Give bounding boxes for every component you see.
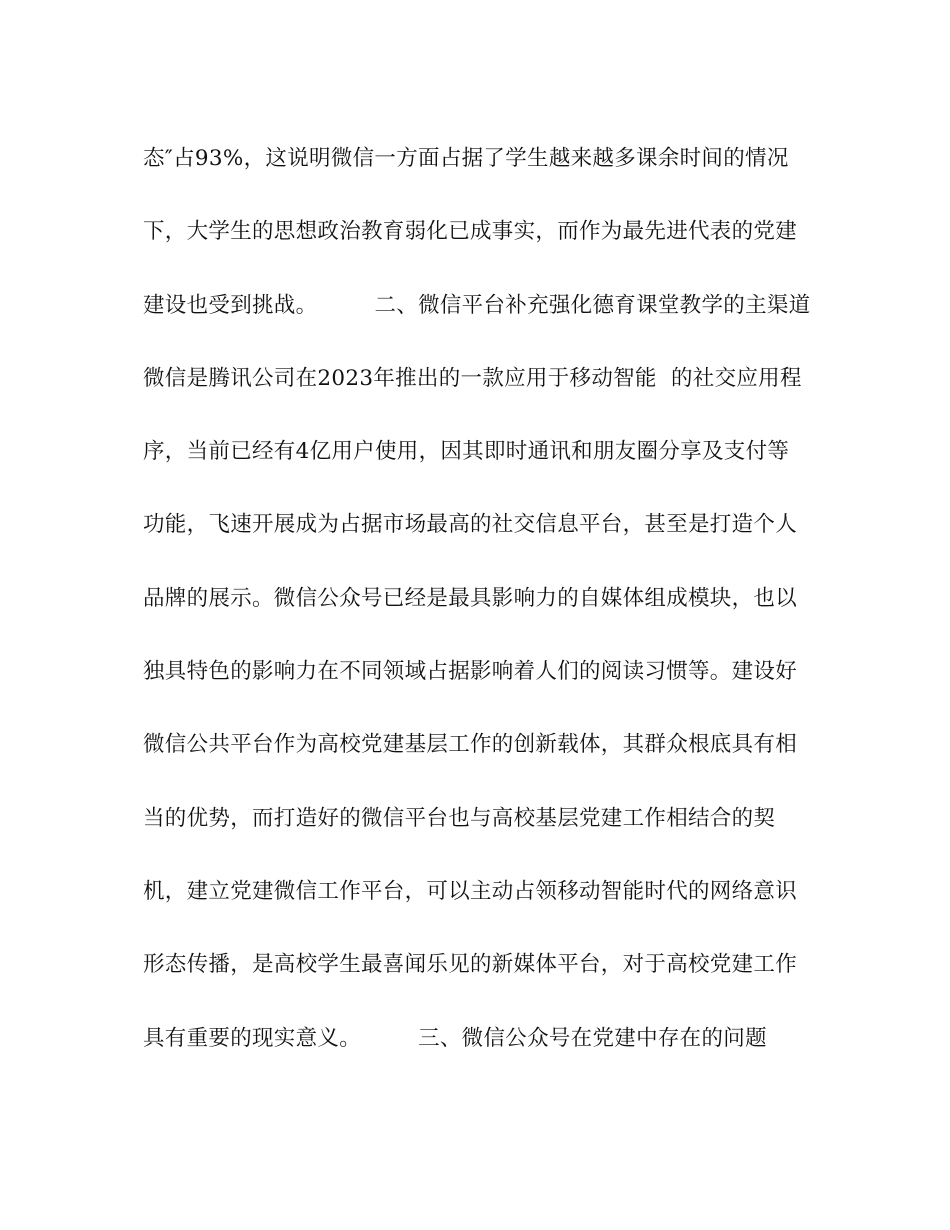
text-line: 下，大学生的思想政治教育弱化已成事实，而作为最先进代表的党建 [143, 219, 798, 245]
text-line: 态″占93%，这说明微信一方面占据了学生越来越多课余时间的情况 [143, 146, 789, 171]
text-line: 具有重要的现实意义。 三、微信公众号在党建中存在的问题 [143, 1025, 767, 1051]
text-line: 独具特色的影响力在不同领域占据影响着人们的阅读习惯等。建设好 [143, 659, 798, 685]
text-line: 序，当前已经有4亿用户使用，因其即时通讯和朋友圈分享及支付等 [143, 439, 790, 465]
text-line: 微信公共平台作为高校党建基层工作的创新载体，其群众根底具有相 [143, 732, 798, 758]
text-line: 功能，飞速开展成为占据市场最高的社交信息平台，甚至是打造个人 [143, 512, 798, 538]
text-line: 形态传播，是高校学生最喜闻乐见的新媒体平台，对于高校党建工作 [143, 952, 798, 978]
body-text [143, 137, 813, 1090]
text-line: 当的优势，而打造好的微信平台也与高校基层党建工作相结合的契 [143, 805, 776, 831]
text-line: 建设也受到挑战。 二、微信平台补充强化德育课堂教学的主渠道 [143, 292, 811, 318]
text-line: 机，建立党建微信工作平台，可以主动占领移动智能时代的网络意识 [143, 878, 798, 904]
text-line: 品牌的展示。微信公众号已经是最具影响力的自媒体组成模块，也以 [143, 585, 798, 611]
text-line: 微信是腾讯公司在2023年推出的一款应用于移动智能 的社交应用程 [143, 365, 802, 391]
